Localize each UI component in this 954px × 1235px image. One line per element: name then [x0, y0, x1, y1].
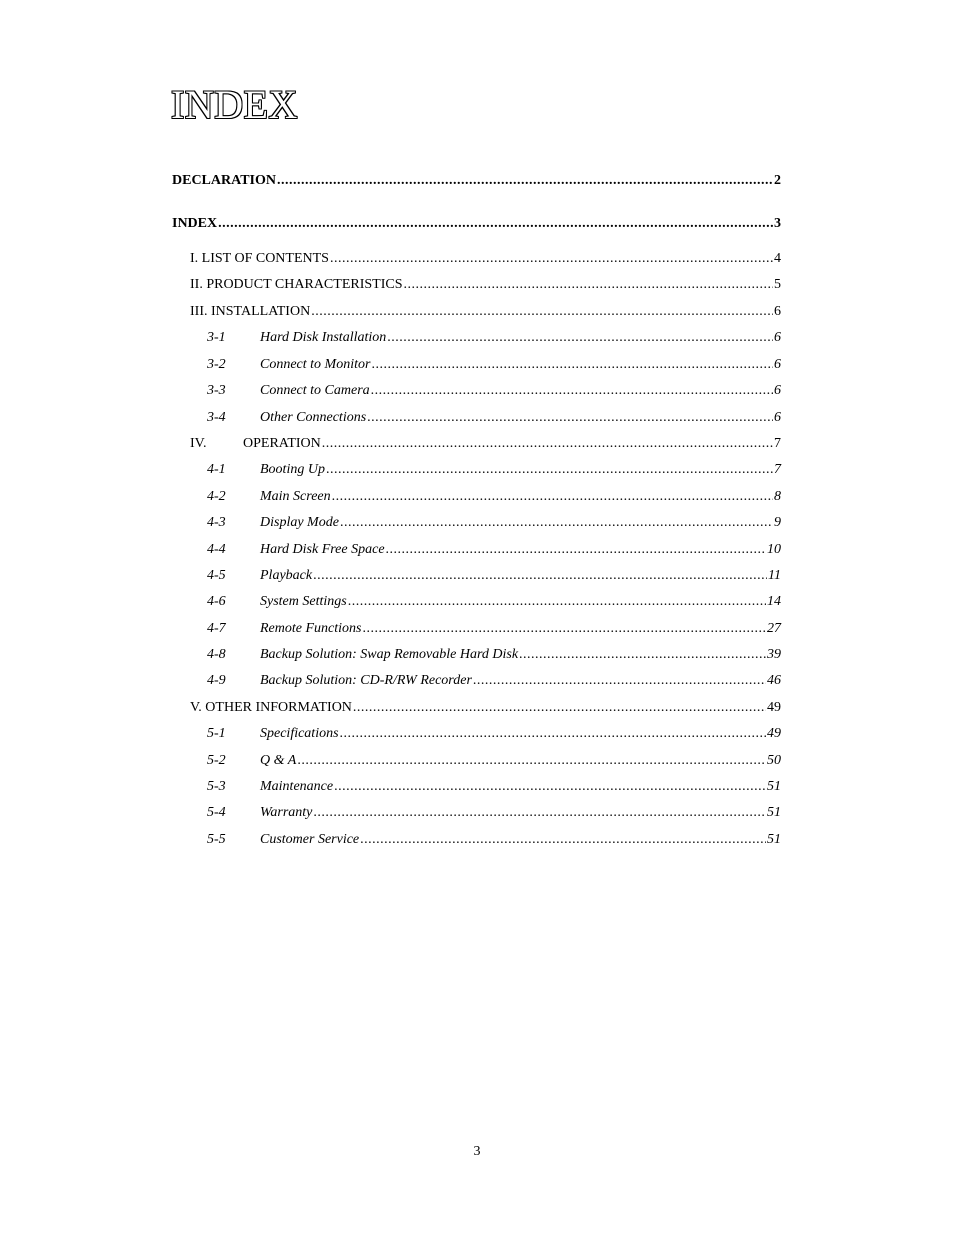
dot-leader	[340, 725, 766, 743]
toc-entry-label: V. OTHER INFORMATION	[190, 700, 352, 715]
toc-entry-page: 14	[767, 594, 781, 609]
dot-leader	[387, 329, 773, 347]
toc-entry-label: Hard Disk Free Space	[260, 542, 385, 557]
dot-leader	[311, 303, 773, 321]
dot-leader	[519, 646, 766, 664]
toc-entry-4-3[interactable]	[207, 514, 781, 532]
toc-entry-label: Booting Up	[260, 462, 325, 477]
toc-entry-page: 6	[774, 357, 781, 372]
toc-entry-label: INDEX	[172, 216, 218, 231]
toc-entry-page: 51	[767, 805, 781, 820]
toc-entry-number: 3-4	[207, 410, 226, 425]
toc-entry-label: Maintenance	[260, 779, 334, 794]
toc-entry-label: DECLARATION	[172, 173, 276, 188]
dot-leader	[313, 567, 767, 585]
toc-entry-label: Warranty	[260, 805, 313, 820]
dot-leader	[330, 250, 773, 268]
toc-entry-page: 6	[774, 383, 781, 398]
toc-entry-number: 5-1	[207, 726, 226, 741]
toc-entry-declaration[interactable]	[172, 172, 781, 190]
dot-leader	[218, 215, 773, 233]
toc-entry-number: 4-4	[207, 542, 226, 557]
toc-entry-number: IV.	[190, 436, 207, 451]
toc-entry-label: Remote Functions	[260, 621, 362, 636]
toc-entry-4-9[interactable]	[207, 672, 781, 690]
dot-leader	[371, 356, 773, 374]
toc-entry-label: Customer Service	[260, 832, 360, 847]
toc-entry-page: 4	[774, 251, 781, 266]
dot-leader	[371, 382, 773, 400]
dot-leader	[353, 699, 766, 717]
dot-leader	[322, 435, 773, 453]
toc-entry-number: 5-2	[207, 753, 226, 768]
toc-entry-3-2[interactable]	[207, 356, 781, 374]
toc-entry-page: 51	[767, 779, 781, 794]
toc-entry-label: Connect to Camera	[260, 383, 370, 398]
toc-entry-label: Connect to Monitor	[260, 357, 371, 372]
toc-entry-page: 6	[774, 304, 781, 319]
dot-leader	[348, 593, 766, 611]
toc-entry-label: Specifications	[260, 726, 339, 741]
toc-entry-label: II. PRODUCT CHARACTERISTICS	[190, 277, 403, 292]
toc-entry-number: 4-1	[207, 462, 226, 477]
toc-entry-page: 7	[774, 436, 781, 451]
dot-leader	[332, 488, 773, 506]
toc-entry-label: System Settings	[260, 594, 347, 609]
dot-leader	[334, 778, 766, 796]
dot-leader	[473, 672, 766, 690]
toc-entry-5-5[interactable]	[207, 831, 781, 849]
toc-entry-page: 49	[767, 726, 781, 741]
toc-entry-number: 4-3	[207, 515, 226, 530]
toc-entry-number: 5-5	[207, 832, 226, 847]
toc-entry-label: Q & A	[260, 753, 297, 768]
toc-entry-number: 5-4	[207, 805, 226, 820]
toc-entry-page: 8	[774, 489, 781, 504]
toc-entry-number: 4-7	[207, 621, 226, 636]
toc-entry-number: 4-5	[207, 568, 226, 583]
toc-entry-4-4[interactable]	[207, 541, 781, 559]
toc-entry-other-information[interactable]	[190, 699, 781, 717]
toc-entry-index[interactable]	[172, 215, 781, 233]
toc-entry-number: 4-2	[207, 489, 226, 504]
toc-entry-page: 46	[767, 673, 781, 688]
dot-leader	[360, 831, 766, 849]
toc-entry-5-4[interactable]	[207, 804, 781, 822]
toc-entry-number: 4-9	[207, 673, 226, 688]
toc-entry-5-3[interactable]	[207, 778, 781, 796]
toc-entry-page: 49	[767, 700, 781, 715]
toc-entry-page: 9	[774, 515, 781, 530]
toc-entry-page: 50	[767, 753, 781, 768]
toc-entry-page: 5	[774, 277, 781, 292]
toc-entry-4-5[interactable]	[207, 567, 781, 585]
toc-entry-3-1[interactable]	[207, 329, 781, 347]
toc-entry-label: Backup Solution: Swap Removable Hard Disk	[260, 647, 519, 662]
toc-entry-4-8[interactable]	[207, 646, 781, 664]
toc-entry-4-1[interactable]	[207, 461, 781, 479]
dot-leader	[362, 620, 766, 638]
toc-entry-operation[interactable]	[190, 435, 781, 453]
toc-entry-page: 11	[768, 568, 781, 583]
toc-entry-label: Playback	[260, 568, 313, 583]
toc-entry-page: 6	[774, 330, 781, 345]
toc-entry-number: 3-1	[207, 330, 226, 345]
page-number: 3	[473, 1144, 481, 1159]
toc-entry-page: 2	[774, 173, 781, 188]
toc-entry-label: III. INSTALLATION	[190, 304, 311, 319]
toc-entry-number: 5-3	[207, 779, 226, 794]
toc-entry-number: 3-3	[207, 383, 226, 398]
dot-leader	[313, 804, 766, 822]
toc-entry-5-1[interactable]	[207, 725, 781, 743]
toc-entry-4-2[interactable]	[207, 488, 781, 506]
toc-entry-label: Other Connections	[260, 410, 367, 425]
toc-entry-5-2[interactable]	[207, 752, 781, 770]
toc-entry-4-6[interactable]	[207, 593, 781, 611]
toc-entry-label: Backup Solution: CD-R/RW Recorder	[260, 673, 472, 688]
dot-leader	[297, 752, 766, 770]
toc-entry-label: OPERATION	[243, 436, 321, 451]
toc-entry-page: 51	[767, 832, 781, 847]
dot-leader	[404, 276, 774, 294]
toc-entry-page: 27	[767, 621, 781, 636]
toc-entry-list-of-contents[interactable]	[190, 250, 781, 268]
toc-entry-label: Main Screen	[260, 489, 331, 504]
dot-leader	[277, 172, 773, 190]
toc-entry-page: 39	[767, 647, 781, 662]
toc-entry-label: Display Mode	[260, 515, 339, 530]
toc-entry-number: 4-8	[207, 647, 226, 662]
toc-entry-4-7[interactable]	[207, 620, 781, 638]
toc-entry-page: 7	[774, 462, 781, 477]
toc-entry-number: 4-6	[207, 594, 226, 609]
toc-entry-3-4[interactable]	[207, 409, 781, 427]
toc-entry-label: Hard Disk Installation	[260, 330, 387, 345]
toc-entry-page: 3	[774, 216, 781, 231]
toc-entry-3-3[interactable]	[207, 382, 781, 400]
toc-entry-page: 6	[774, 410, 781, 425]
toc-entry-page: 10	[767, 542, 781, 557]
dot-leader	[367, 409, 773, 427]
toc-entry-number: 3-2	[207, 357, 226, 372]
dot-leader	[386, 541, 766, 559]
dot-leader	[340, 514, 773, 532]
toc-entry-label: I. LIST OF CONTENTS	[190, 251, 329, 266]
toc-entry-product-characteristics[interactable]	[190, 276, 781, 294]
dot-leader	[326, 461, 773, 479]
page-title: INDEX	[171, 82, 298, 127]
toc-entry-installation[interactable]	[190, 303, 781, 321]
